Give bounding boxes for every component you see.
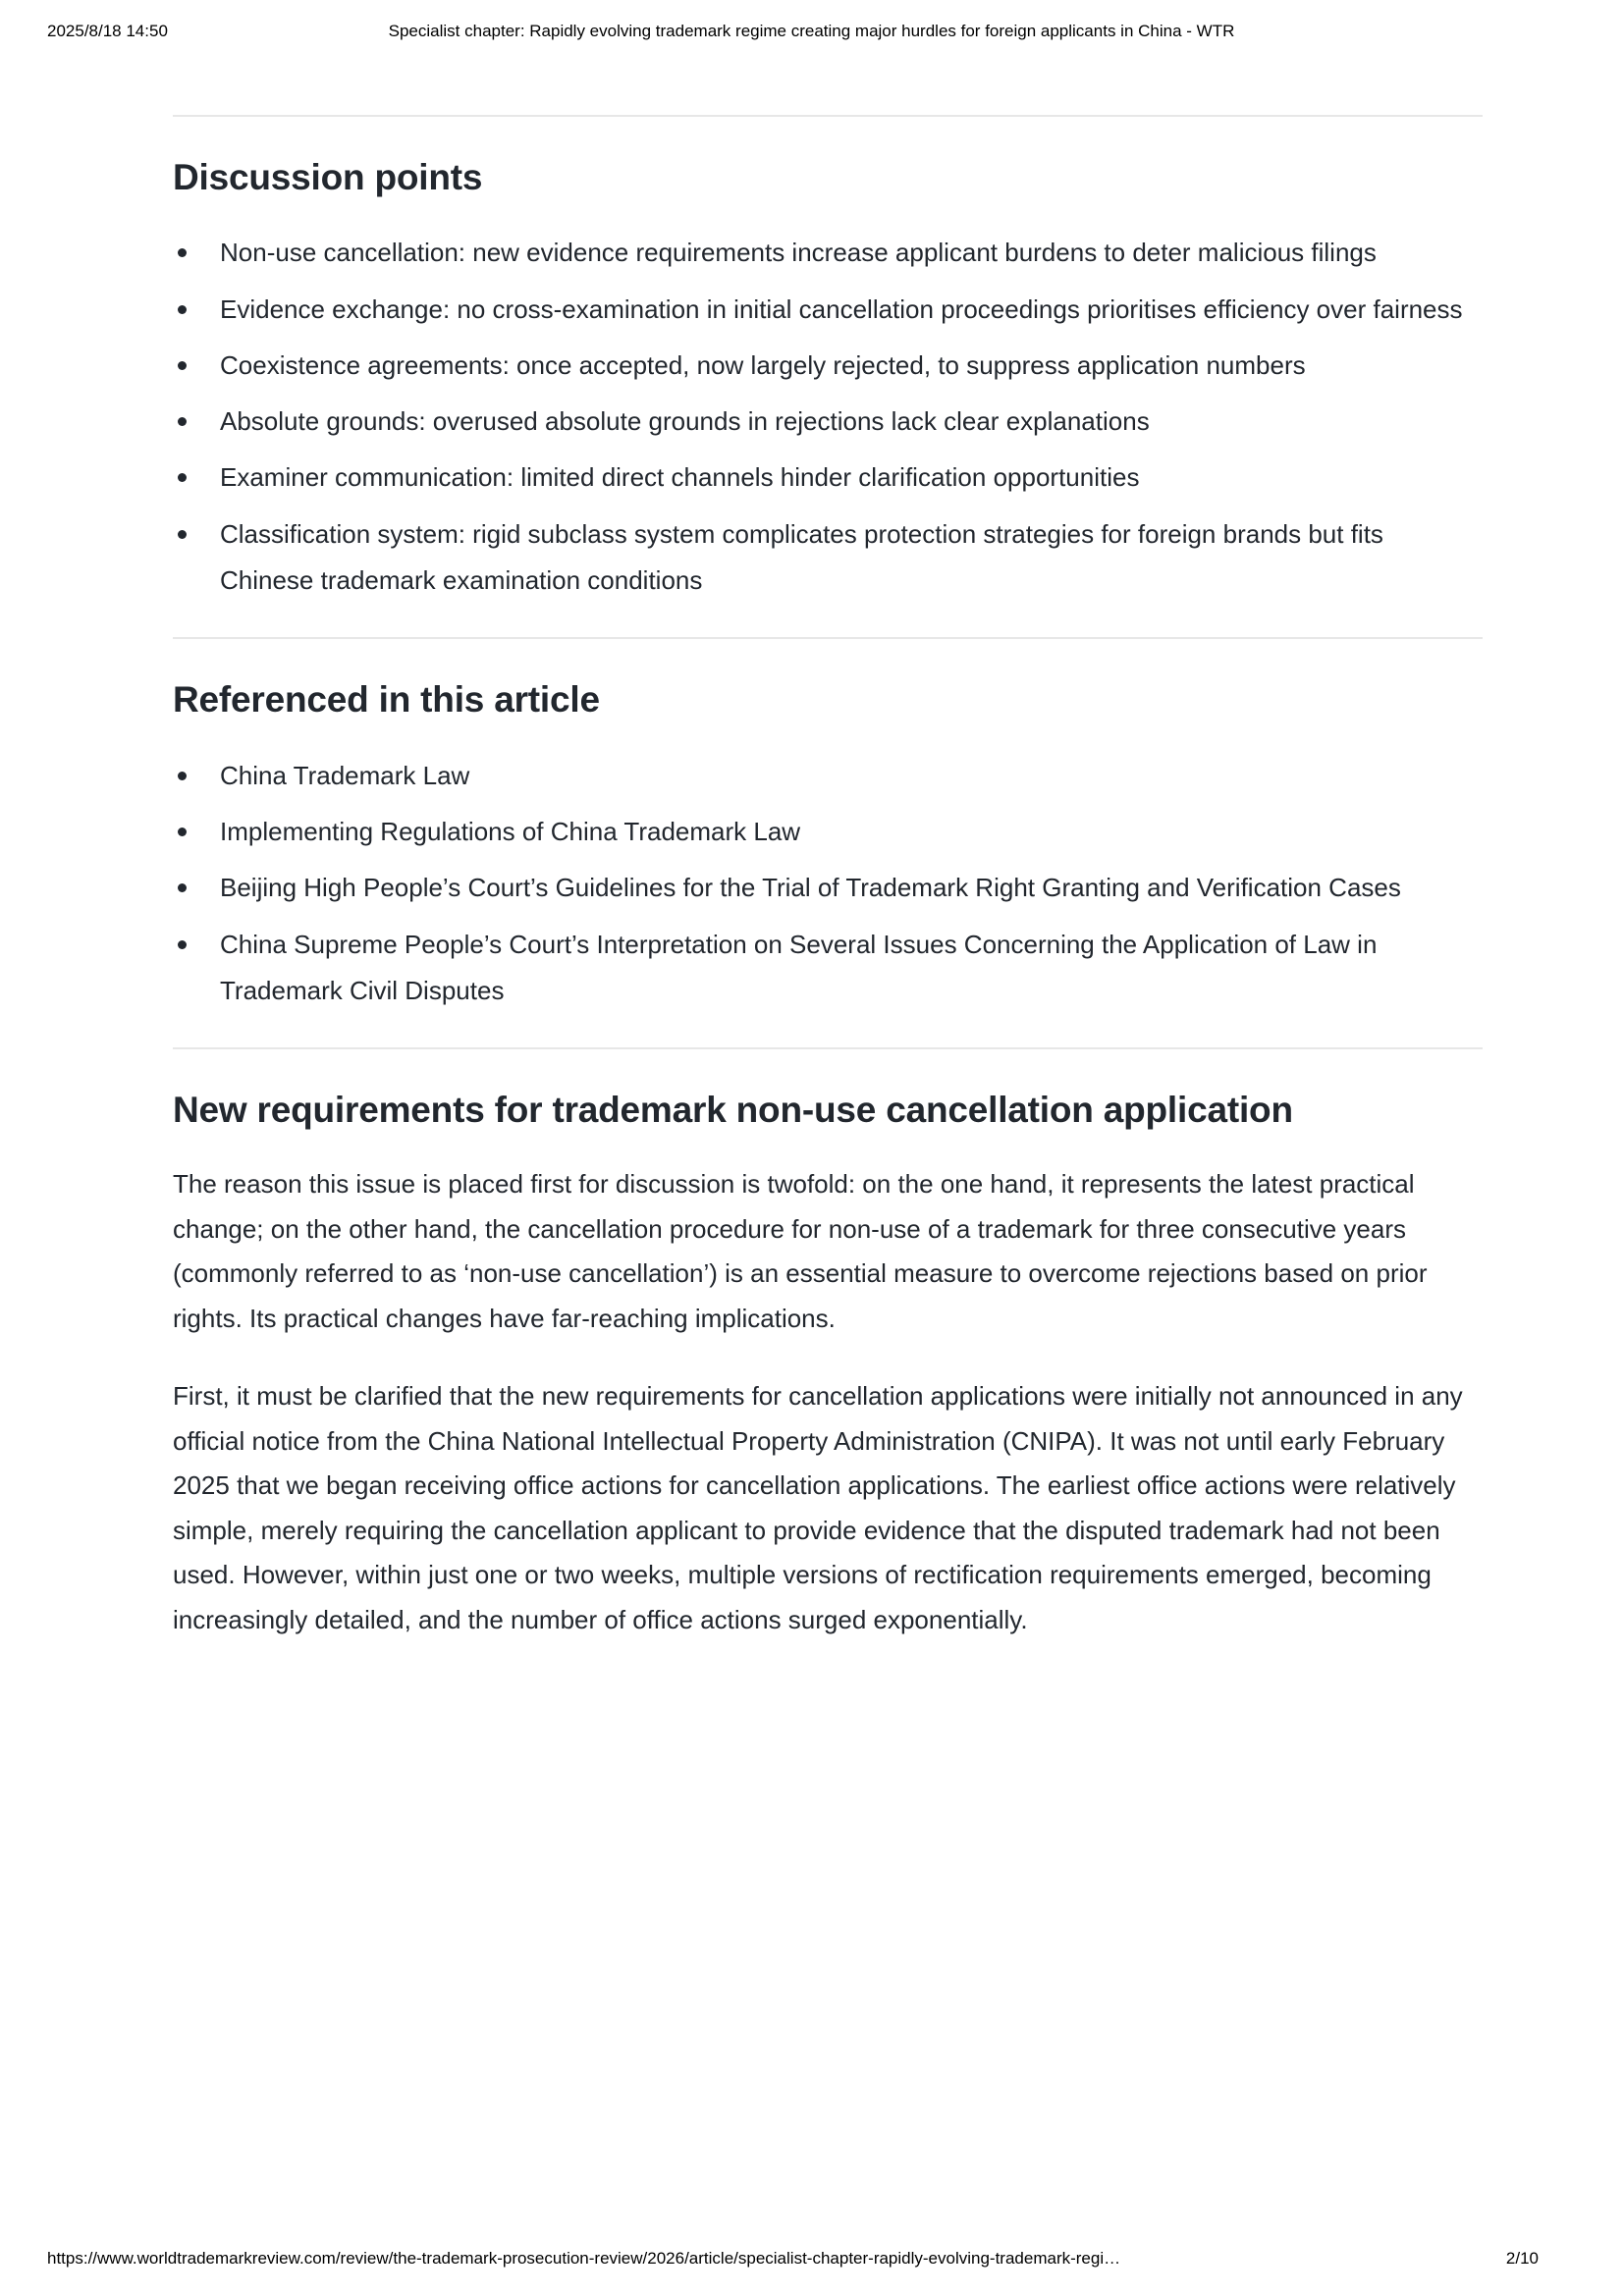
paragraph: The reason this issue is placed first for discussion is twofold: on the one hand, it represents the latest practical change; on the other hand, the cancellation procedure for non-use of a trademark for three consecutive years (commonly referred to as ‘non-use cancellation’) is an essential measure to overcome rejections based on prior rights. Its practical changes have far-reaching implications. [173,1169,1428,1333]
discussion-points-list [173,230,1483,604]
footer-page-number: 2/10 [1505,2249,1539,2268]
section-divider [173,1047,1483,1049]
list-item: Non-use cancellation: new evidence requirements increase applicant burdens to deter malicious filings [173,230,1483,276]
footer-url: https://www.worldtrademarkreview.com/review/the-trademark-prosecution-review/2026/article/specialist-chapter-rapidly-evolving-trademark-regi… [47,2249,1121,2268]
referenced-heading: Referenced in this article [173,679,600,721]
list-item: Evidence exchange: no cross-examination in initial cancellation proceedings prioritises efficiency over fairness [173,287,1483,333]
list-item: Classification system: rigid subclass system complicates protection strategies for foreign brands but fits Chinese trademark examination conditions [173,511,1483,605]
print-header-datetime: 2025/8/18 14:50 [47,22,168,40]
section-divider [173,115,1483,117]
print-header-title: Specialist chapter: Rapidly evolving trademark regime creating major hurdles for foreign applicants in China - WTR [388,22,1235,40]
section-discussion-points [173,148,1483,604]
list-item: China Trademark Law [173,753,1483,799]
article-content [173,115,1483,1642]
referenced-list [173,753,1483,1015]
section-divider [173,637,1483,639]
paragraph: First, it must be clarified that the new requirements for cancellation applications were initially not announced in any official notice from the China National Intellectual Property Administration (CNIPA). It was not until early February 2025 that we began receiving office actions for cancellation applications. The earliest office actions were relatively simple, merely requiring the cancellation applicant to provide evidence that the disputed trademark had not been used. However, within just one or two weeks, multiple versions of rectification requirements emerged, becoming increasingly detailed, and the number of office actions surged exponentially. [173,1381,1463,1634]
section-new-requirements [173,1081,1483,1642]
list-item: China Supreme People’s Court’s Interpretation on Several Issues Concerning the Application of Law in Trademark Civil Disputes [173,922,1483,1015]
discussion-points-heading: Discussion points [173,157,483,197]
list-item: Coexistence agreements: once accepted, now largely rejected, to suppress application numbers [173,343,1483,389]
list-item: Implementing Regulations of China Trademark Law [173,809,1483,855]
list-item: Examiner communication: limited direct channels hinder clarification opportunities [173,454,1483,501]
list-item: Beijing High People’s Court’s Guidelines for the Trial of Trademark Right Granting and Verification Cases [173,865,1483,911]
new-requirements-heading: New requirements for trademark non-use cancellation application [173,1090,1293,1131]
section-referenced [173,670,1483,1014]
list-item: Absolute grounds: overused absolute grounds in rejections lack clear explanations [173,399,1483,445]
